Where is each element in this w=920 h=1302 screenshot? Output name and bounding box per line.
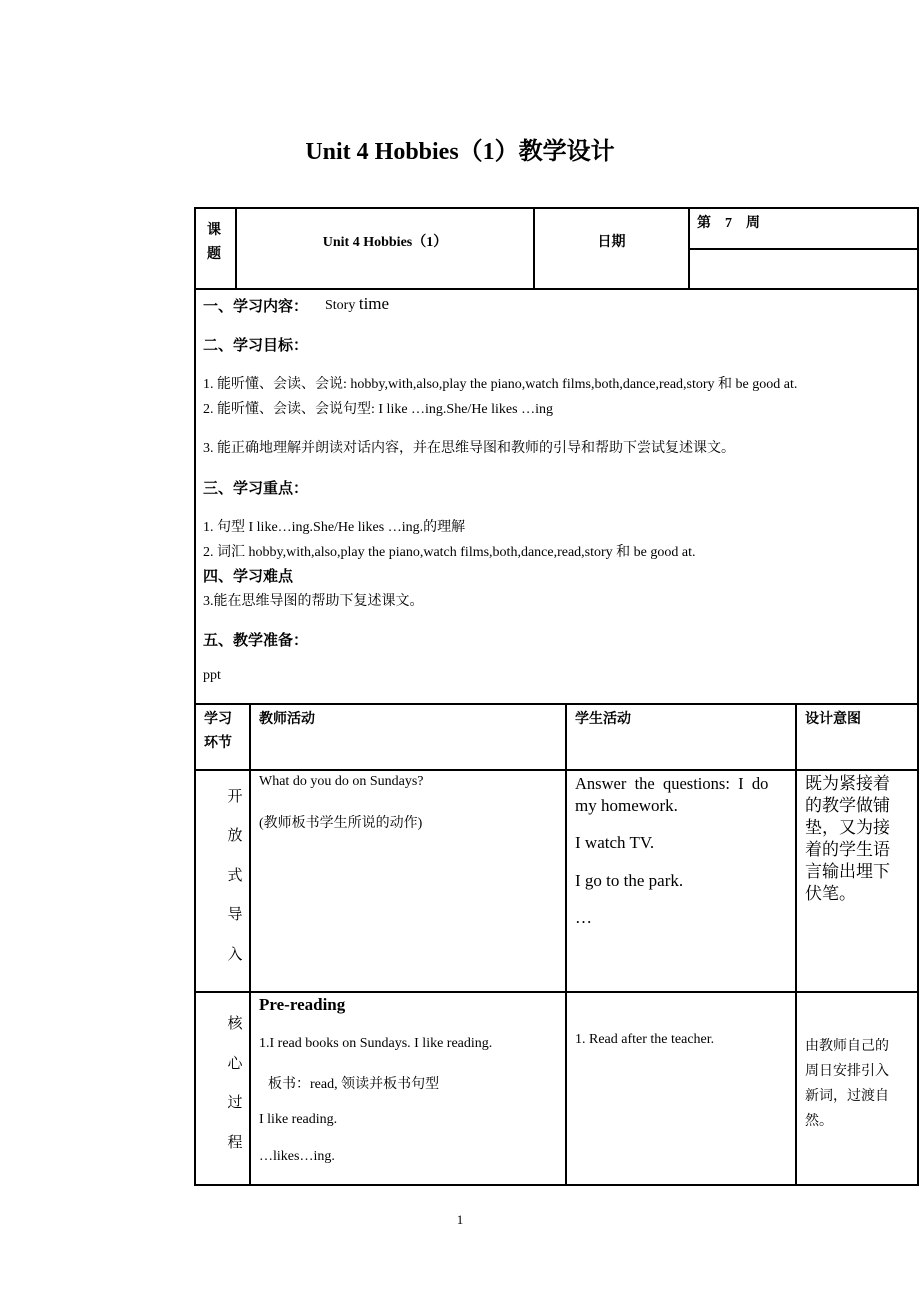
stage-char: 导 — [227, 907, 243, 923]
design-intent-line: 的教学做铺 — [805, 796, 890, 815]
week-number: 第 7 周 — [697, 216, 760, 231]
content-bottom — [194, 703, 919, 705]
section-1-value-a: Story — [325, 298, 359, 313]
design-intent-line: 垫，又为接 — [805, 818, 890, 837]
section-5-label: 五、教学准备： — [203, 633, 309, 649]
student-activity-4: … — [575, 908, 592, 927]
row1-bottom — [194, 991, 919, 993]
topic-value: Unit 4 Hobbies（1） — [322, 235, 448, 250]
date-label: 日期 — [597, 235, 626, 250]
section-2-line-1: 1. 能听懂、会读、会说: hobby,with,also,play the piano,watch films,both,dance,read,story 和 be good at. — [203, 377, 798, 392]
teacher-activity-1: What do you do on Sundays? — [259, 774, 424, 789]
design-intent-line: 由教师自己的 — [805, 1039, 889, 1054]
teacher-activity-2: 板书：read, 领读并板书句型 — [268, 1077, 440, 1092]
table-border-left — [194, 207, 196, 1186]
section-2-line-3: 3. 能正确地理解并朗读对话内容，并在思维导图和教师的引导和帮助下尝试复述课文。 — [203, 441, 735, 456]
topic-label-char-2: 题 — [207, 247, 221, 262]
section-4-line-1: 3.能在思维导图的帮助下复述课文。 — [203, 594, 424, 609]
student-activity-header: 学生活动 — [575, 712, 631, 727]
design-intent-line: 言输出埋下 — [805, 862, 890, 881]
teacher-activity-4: …likes…ing. — [259, 1149, 335, 1164]
table-border-right — [917, 207, 919, 1186]
student-activity-3: I go to the park. — [575, 871, 684, 890]
col-head-bottom — [194, 769, 919, 771]
section-3-label: 三、学习重点： — [203, 481, 309, 497]
stage-header-line-2: 环节 — [204, 736, 232, 751]
section-4-label: 四、学习难点 — [203, 569, 294, 585]
section-1-label: 一、学习内容： — [203, 299, 309, 315]
teacher-activity-1: 1.I read books on Sundays. I like reading. — [259, 1036, 493, 1051]
table-header-bottom — [194, 288, 919, 290]
design-intent-line: 新词，过渡自 — [805, 1089, 889, 1104]
teacher-activity-3: I like reading. — [259, 1112, 338, 1127]
design-intent-line: 周日安排引入 — [805, 1064, 889, 1079]
student-activity-1a: Answer the questions: I do — [575, 774, 769, 793]
section-3-line-1: 1. 句型 I like…ing.She/He likes …ing.的理解 — [203, 520, 466, 535]
stage-char: 开 — [227, 789, 243, 805]
section-1-value — [325, 294, 389, 314]
section-3-line-2: 2. 词汇 hobby,with,also,play the piano,watch films,both,dance,read,story 和 be good at. — [203, 545, 696, 560]
teacher-activity-2: (教师板书学生所说的动作) — [259, 816, 423, 831]
stage-header-line-1: 学习 — [204, 712, 232, 727]
design-intent-header: 设计意图 — [805, 712, 861, 727]
stage-char: 过 — [227, 1095, 243, 1111]
table-border-bottom — [194, 1184, 919, 1186]
week-row-divider — [688, 248, 919, 250]
stage-char: 放 — [227, 828, 243, 844]
stage-char: 式 — [227, 868, 243, 884]
section-5-value: ppt — [203, 668, 221, 683]
stage-char: 程 — [227, 1135, 243, 1151]
student-activity-1: 1. Read after the teacher. — [575, 1032, 715, 1047]
section-2-line-2: 2. 能听懂、会读、会说句型: I like …ing.She/He likes …ing — [203, 402, 553, 417]
pre-reading-heading: Pre-reading — [259, 995, 346, 1014]
section-2-label: 二、学习目标： — [203, 338, 309, 354]
header-col-3 — [688, 207, 690, 290]
design-intent-line: 着的学生语 — [805, 840, 890, 859]
stage-char: 入 — [227, 947, 243, 963]
student-activity-1b: my homework. — [575, 796, 678, 815]
activity-col-2 — [565, 703, 567, 1186]
document-title: Unit 4 Hobbies（1）教学设计 — [305, 139, 615, 165]
design-intent-line: 伏笔。 — [805, 884, 856, 903]
teacher-activity-header: 教师活动 — [259, 712, 315, 727]
stage-char: 核 — [227, 1016, 243, 1032]
design-intent-line: 既为紧接着 — [805, 774, 890, 793]
page-number: 1 — [456, 1212, 464, 1227]
topic-label-char-1: 课 — [207, 223, 221, 238]
design-intent-line: 然。 — [805, 1114, 833, 1129]
activity-col-1 — [249, 703, 251, 1186]
section-1-value-b: time — [358, 294, 390, 313]
table-border-top — [194, 207, 919, 209]
activity-col-3 — [795, 703, 797, 1186]
student-activity-2: I watch TV. — [575, 833, 655, 852]
stage-char: 心 — [227, 1056, 243, 1072]
